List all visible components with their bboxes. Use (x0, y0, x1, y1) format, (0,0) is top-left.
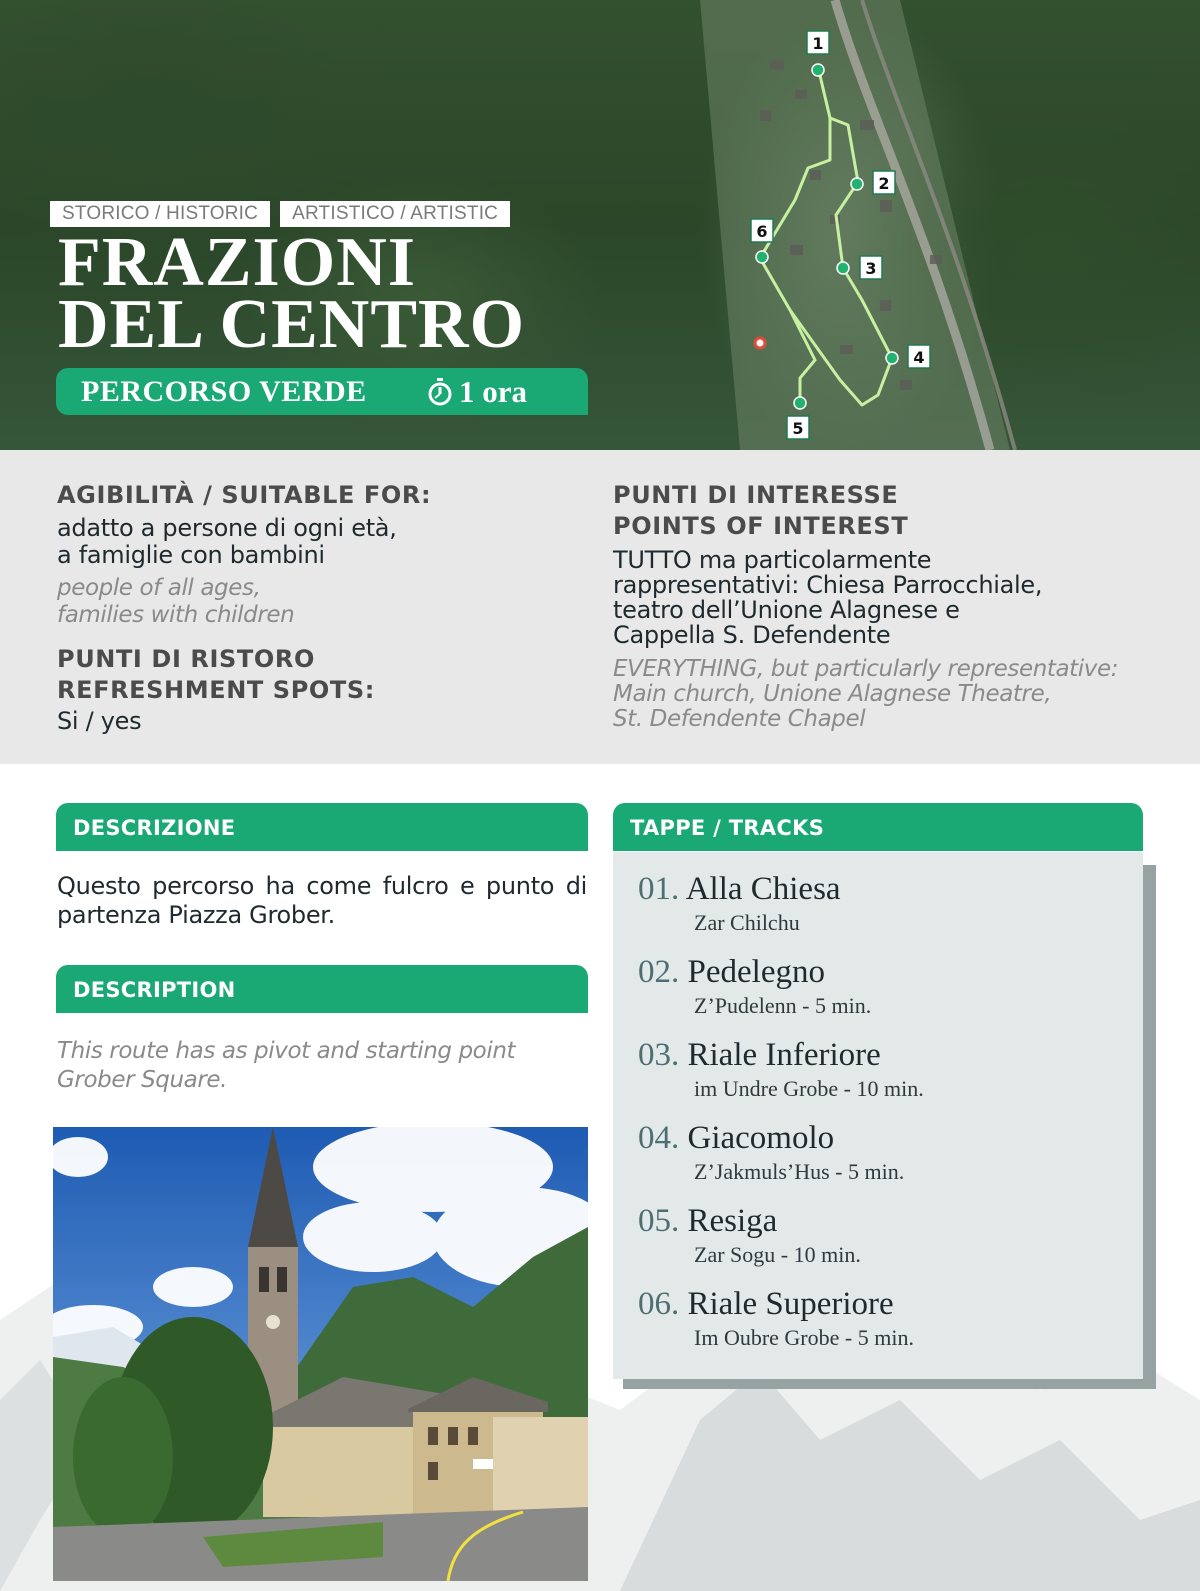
route-duration (428, 374, 527, 410)
list-item (638, 870, 924, 953)
tag-historic: STORICO / HISTORIC (50, 201, 270, 227)
refreshment-heading-it: PUNTI DI RISTORO (57, 645, 315, 673)
track-number: 02. (638, 954, 680, 990)
map-point-2: 2 (878, 174, 890, 193)
duration-text: 1 ora (459, 374, 528, 409)
suitable-text-it: adatto a persone di ogni età, a famiglie con bambini (57, 514, 397, 569)
map-point-6: 6 (756, 222, 768, 241)
poi-text-it: TUTTO ma particolarmente rappresentativi: Chiesa Parrocchiale, teatro dell’Unione Alagnese e Cappella S. Defendente (613, 546, 1043, 649)
list-item (638, 1036, 924, 1119)
track-subtitle: Im Oubre Grobe - 5 min. (694, 1325, 914, 1350)
track-name: Alla Chiesa (685, 871, 841, 907)
map-point-5: 5 (792, 419, 804, 438)
track-subtitle: im Undre Grobe - 10 min. (694, 1076, 924, 1101)
info-band (0, 450, 1200, 764)
title-line-1: FRAZIONI (58, 224, 417, 301)
tag-artistic: ARTISTICO / ARTISTIC (280, 201, 510, 227)
description-text-en: This route has as pivot and starting point Grober Square. (57, 1038, 516, 1093)
poi-heading-en: POINTS OF INTEREST (613, 512, 909, 540)
track-name: Resiga (687, 1203, 778, 1239)
track-subtitle: Zar Chilchu (694, 910, 800, 935)
list-item (638, 1119, 924, 1202)
poi-text-en: EVERYTHING, but particularly representative: Main church, Unione Alagnese Theatre, St. Defendente Chapel (613, 656, 1119, 732)
track-number: 01. (638, 871, 680, 907)
description-heading-it: DESCRIZIONE (56, 803, 588, 851)
track-subtitle: Z’Pudelenn - 5 min. (694, 993, 872, 1018)
track-name: Pedelegno (687, 954, 825, 990)
tracks-heading: TAPPE / TRACKS (613, 803, 1143, 851)
tracks-panel (613, 852, 1143, 1379)
refreshment-heading-en: REFRESHMENT SPOTS: (57, 676, 375, 704)
list-item (638, 1285, 924, 1368)
track-name: Giacomolo (687, 1120, 835, 1156)
list-item (638, 953, 924, 1036)
poi-column (613, 480, 1173, 732)
title-line-2: DEL CENTRO (58, 286, 526, 363)
map-point-3: 3 (865, 259, 877, 278)
refreshment-value: Si / yes (57, 707, 142, 735)
church-photo (53, 1127, 588, 1581)
track-name: Riale Superiore (687, 1286, 894, 1322)
description-text-it: Questo percorso ha come fulcro e punto di partenza Piazza Grober. (57, 872, 587, 929)
track-subtitle: Z’Jakmuls’Hus - 5 min. (694, 1159, 905, 1184)
suitable-heading: AGIBILITÀ / SUITABLE FOR: (57, 481, 432, 509)
suitable-text-en: people of all ages, families with children (57, 575, 295, 628)
map-point-1: 1 (812, 34, 824, 53)
poi-heading-it: PUNTI DI INTERESSE (613, 481, 899, 509)
map-point-4: 4 (913, 348, 925, 367)
page-title (58, 224, 526, 363)
track-number: 04. (638, 1120, 680, 1156)
track-name: Riale Inferiore (687, 1037, 881, 1073)
stopwatch-icon (428, 378, 452, 406)
suitability-column (57, 480, 577, 735)
track-number: 03. (638, 1037, 680, 1073)
route-name: PERCORSO VERDE (81, 374, 367, 408)
route-bar (56, 368, 588, 415)
track-list (638, 870, 924, 1368)
hero-banner (0, 0, 1200, 450)
list-item (638, 1202, 924, 1285)
track-number: 06. (638, 1286, 680, 1322)
track-number: 05. (638, 1203, 680, 1239)
track-subtitle: Zar Sogu - 10 min. (694, 1242, 861, 1267)
description-heading-en: DESCRIPTION (56, 965, 588, 1013)
